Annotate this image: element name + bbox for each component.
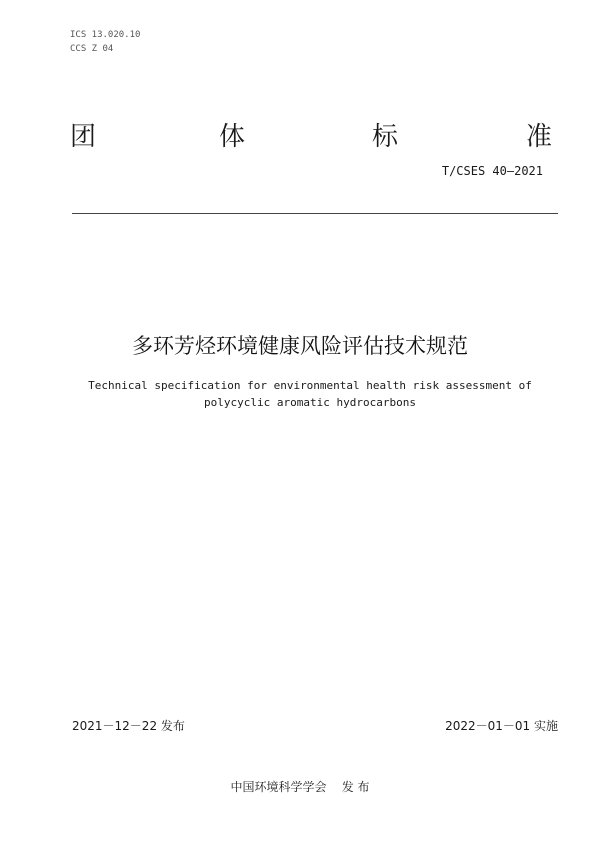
issue-date: 2021－12－22 发布 — [72, 719, 185, 733]
ics-code: ICS 13.020.10 — [70, 30, 141, 40]
english-title-line-1: Technical specification for environmental health risk assessment of — [88, 379, 532, 392]
english-title — [40, 377, 580, 411]
category-char-4: 准 — [526, 122, 553, 152]
standard-number: T/CSES 40—2021 — [441, 164, 543, 178]
category-char-2: 体 — [219, 122, 246, 152]
header-divider — [72, 213, 558, 214]
english-title-line-2: polycyclic aromatic hydrocarbons — [204, 396, 416, 409]
publisher: 中国环境科学学会 发 布 — [230, 780, 370, 794]
ccs-code: CCS Z 04 — [70, 44, 114, 54]
category-char-1: 团 — [70, 122, 97, 152]
category-char-3: 标 — [372, 122, 399, 152]
chinese-title: 多环芳烃环境健康风险评估技术规范 — [132, 334, 468, 358]
implementation-date: 2022－01－01 实施 — [445, 719, 558, 733]
